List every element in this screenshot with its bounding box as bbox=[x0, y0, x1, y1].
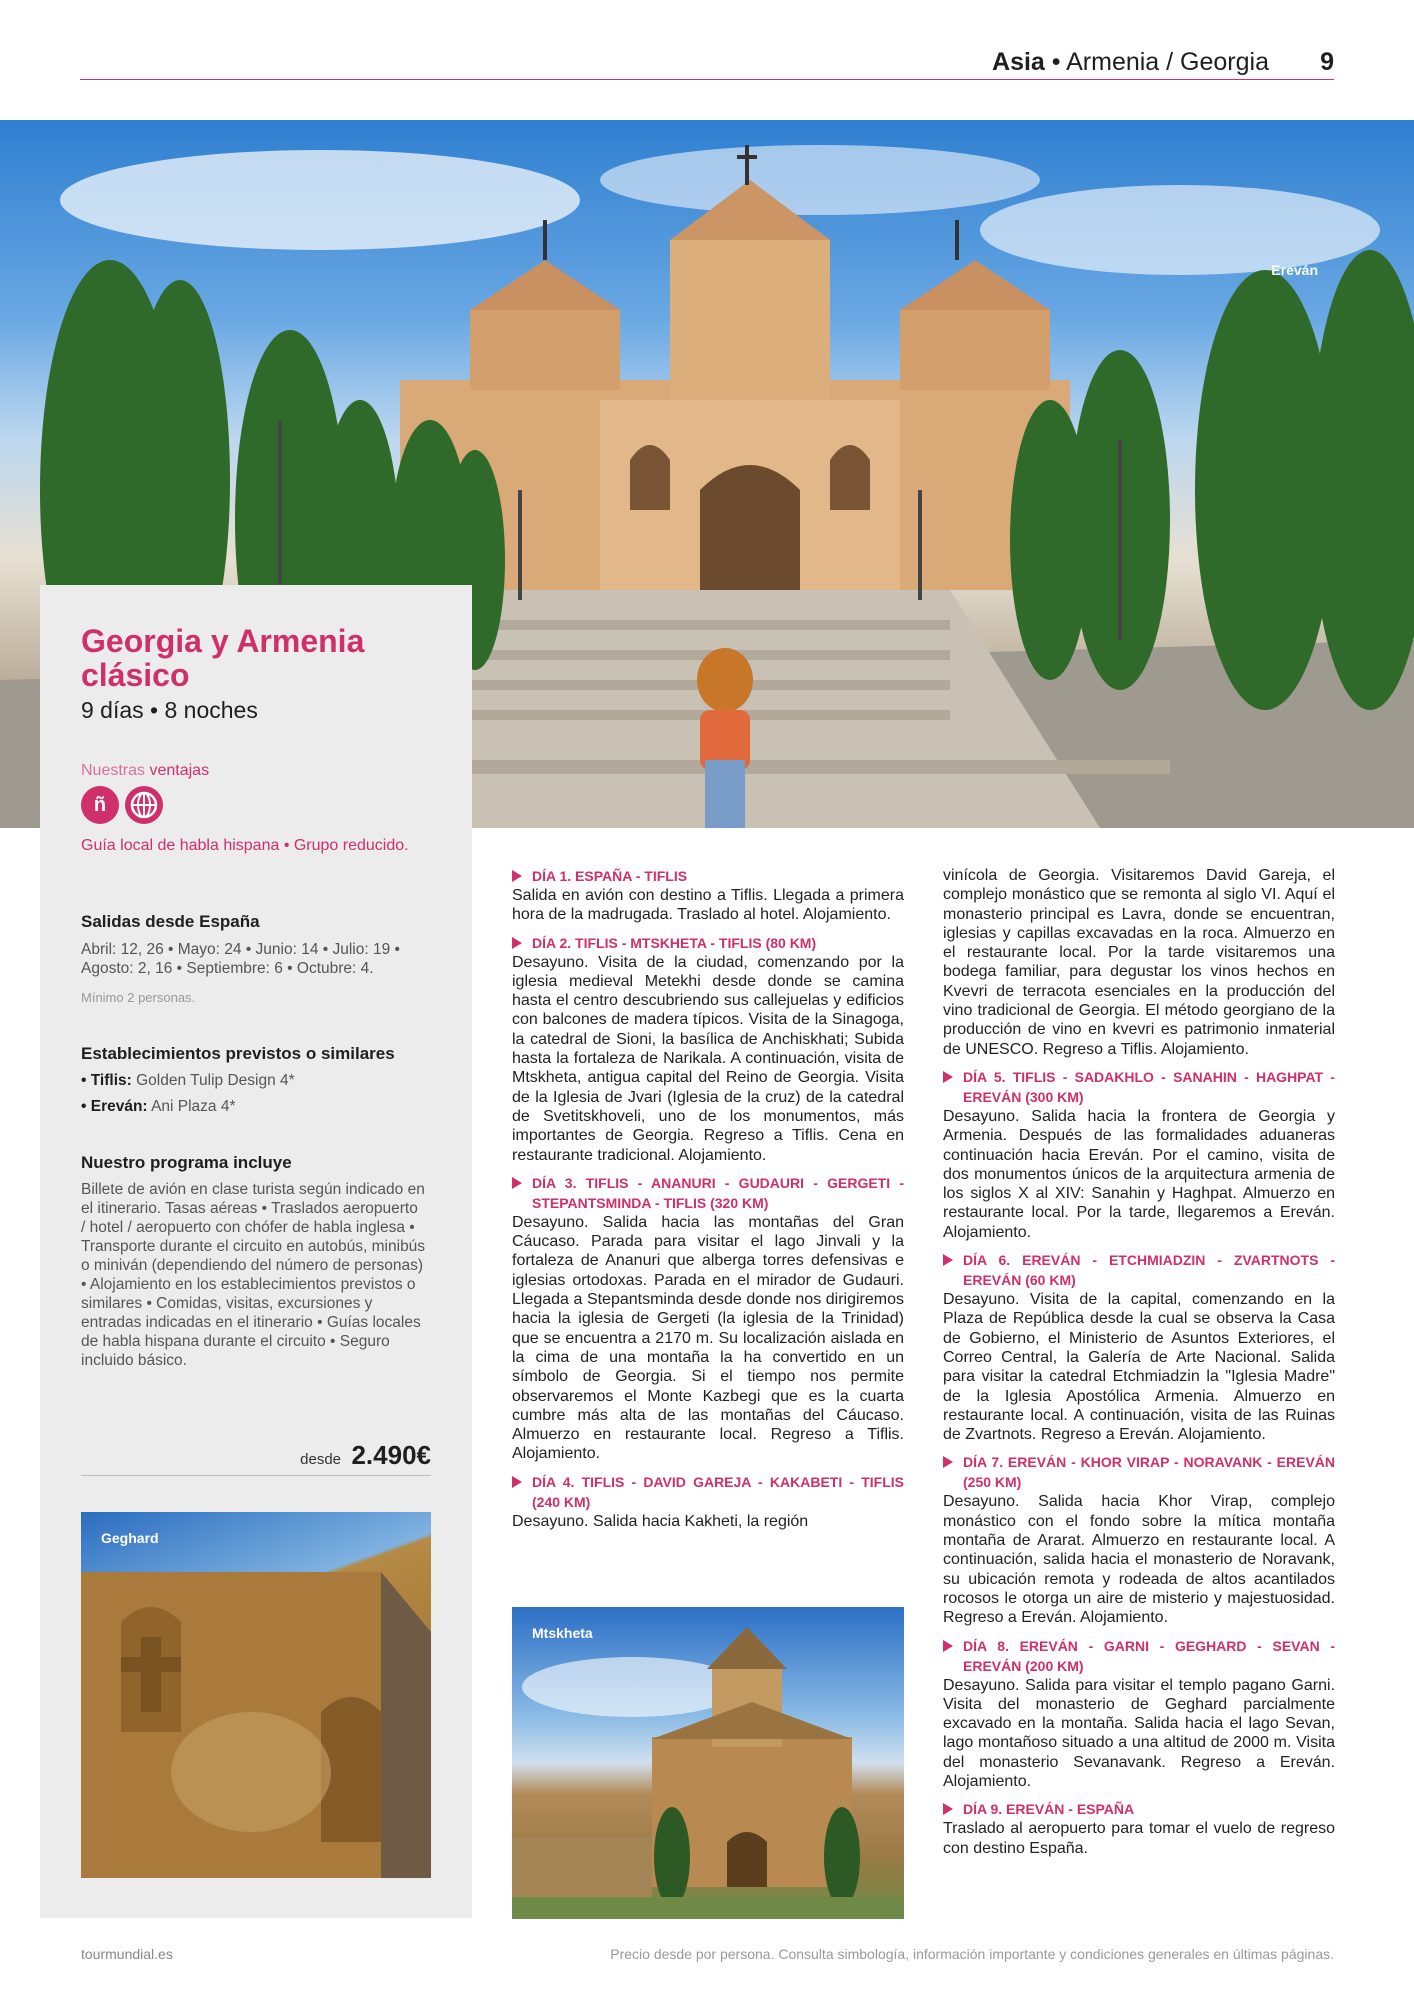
breadcrumb-separator: • bbox=[1051, 48, 1061, 76]
day-6-title: DÍA 6. EREVÁN - ETCHMIADZIN - ZVARTNOTS - EREVÁN (60 KM) bbox=[943, 1250, 1335, 1290]
photo-mtskheta bbox=[512, 1607, 904, 1919]
day-5-text: Desayuno. Salida hacia la frontera de Georgia y Armenia. Después de las formalidades aduaneras continuación hacia Ereván. Por el camino, visita de dos monumentos únicos de la arquitectura armenia de los siglos X al XIV: Sanahin y Haghpat. Almuerzo en restaurante local. Por la tarde, llegaremos a Ereván. Alojamiento. bbox=[943, 1107, 1335, 1241]
breadcrumb bbox=[992, 48, 1269, 77]
advantages-heading bbox=[81, 762, 209, 780]
day-8-title: DÍA 8. EREVÁN - GARNI - GEGHARD - SEVAN - EREVÁN (200 KM) bbox=[943, 1636, 1335, 1676]
day-6-text: Desayuno. Visita de la capital, comenzando en la Plaza de República desde la cual se observa la Casa de Gobierno, el Ministerio de Asuntos Exteriores, el Correo Central, la Galería de Arte Nacional. Salida para visitar la catedral Etchmiadzin la "Iglesia Madre" de la Iglesia Apostólica Armenia. Almuerzo en restaurante local. A continuación, visita de las Ruinas de Zvartnots. Regreso a Ereván. Alojamiento. bbox=[943, 1291, 1335, 1444]
program-text: Billete de avión en clase turista según indicado en el itinerario. Tasas aéreas • Traslados aeropuerto / hotel / aeropuerto con chófer de habla inglesa • Transporte durante el circuito en autobús, minibús o miniván (dependiendo del número de personas) • Alojamiento en los establecimientos previstos o similares • Comidas, visitas, excursiones y entradas indicadas en el itinerario • Guías locales de habla hispana durante el circuito • Seguro incluido básico. bbox=[81, 1181, 426, 1369]
hotel-name: Golden Tulip Design 4* bbox=[136, 1072, 295, 1089]
hotel-item-erevan bbox=[81, 1097, 426, 1116]
advantages-text: Guía local de habla hispana • Grupo reducido. bbox=[81, 837, 409, 854]
itinerary-column-2 bbox=[943, 866, 1335, 1866]
hotel-item-tiflis bbox=[81, 1071, 426, 1090]
advantages-heading-word: ventajas bbox=[149, 762, 210, 779]
day-4-text-continued: vinícola de Georgia. Visitaremos David Gareja, el complejo monástico que se remonta al siglo VI. Aquí el monasterio principal es Lavra, donde se encuentran, iglesias y capillas excavadas en la roca. Almuerzo en el restaurante local. Por la tarde visitaremos una bodega familiar, para degustar los vinos hechos en Kvevri de terracota esenciales en la producción del vino tradicional de Georgia. El método georgiano de la producción de vino en kvevri es patrimonio inmaterial de UNESCO. Regreso a Tiflis. Alojamiento. bbox=[943, 867, 1335, 1058]
day-1-text: Salida en avión con destino a Tiflis. Llegada a primera hora de la madrugada. Traslado al hotel. Alojamiento. bbox=[512, 887, 904, 924]
footer-disclaimer: Precio desde por persona. Consulta simbología, información importante y condiciones generales en últimas páginas. bbox=[610, 1946, 1334, 1962]
hotels-title: Establecimientos previstos o similares bbox=[81, 1044, 395, 1063]
day-7-title: DÍA 7. EREVÁN - KHOR VIRAP - NORAVANK - EREVÁN (250 KM) bbox=[943, 1452, 1335, 1492]
hero-photo-caption: Ereván bbox=[1271, 262, 1318, 278]
day-9-title: DÍA 9. EREVÁN - ESPAÑA bbox=[943, 1799, 1335, 1819]
departures-note: Mínimo 2 personas. bbox=[81, 990, 196, 1005]
photo-caption-mtskheta: Mtskheta bbox=[532, 1625, 593, 1641]
trip-title: Georgia y Armenia clásico bbox=[81, 623, 365, 693]
footer-website: tourmundial.es bbox=[81, 1946, 173, 1962]
price-amount: 2.490€ bbox=[351, 1440, 431, 1470]
advantage-icons bbox=[81, 786, 163, 824]
spanish-guide-icon: ñ bbox=[81, 786, 119, 824]
hotel-city: • Tiflis: bbox=[81, 1072, 132, 1089]
price-prefix: desde bbox=[300, 1451, 342, 1468]
day-7-text: Desayuno. Salida hacia Khor Virap, complejo monástico con el fondo sobre la mítica montaña montaña de Ararat. Almuerzo en restaurante local. A continuación, salida hacia el monasterio de Noravank, su ubicación remota y rodeada de altos acantilados rocosos le otorga un aire de misterio y majestuosidad. Regreso a Ereván. Alojamiento. bbox=[943, 1493, 1335, 1627]
geghard-illustration bbox=[81, 1512, 431, 1878]
price-row bbox=[81, 1440, 431, 1476]
advantages-heading-prefix: Nuestras bbox=[81, 762, 146, 779]
departures-text: Abril: 12, 26 • Mayo: 24 • Junio: 14 • Julio: 19 • Agosto: 2, 16 • Septiembre: 6 • Octubre: 4. bbox=[81, 941, 400, 977]
departures-title: Salidas desde España bbox=[81, 912, 260, 931]
hotel-name: Ani Plaza 4* bbox=[151, 1098, 236, 1115]
breadcrumb-countries: Armenia / Georgia bbox=[1066, 48, 1269, 76]
globe-icon bbox=[129, 790, 159, 820]
day-5-title: DÍA 5. TIFLIS - SADAKHLO - SANAHIN - HAGHPAT - EREVÁN (300 KM) bbox=[943, 1067, 1335, 1107]
trip-duration: 9 días • 8 noches bbox=[81, 697, 258, 723]
day-3-text: Desayuno. Salida hacia las montañas del Gran Cáucaso. Parada para visitar el lago Jinvali y la fortaleza de Ananuri que alberga torres defensivas e iglesias ortodoxas. Parada en el mirador de Gudauri. Llegada a Stepantsminda desde donde nos dirigiremos hacia la iglesia de Gergeti (la iglesia de la Trinidad) que se encuentra a 2170 m. Su localización aislada en la cima de una montaña la ha convertido en un símbolo de Georgia. Si el tiempo nos permite observaremos el Monte Kazbegi que es la cuarta cumbre más alta de las montañas del Cáucaso. Almuerzo en restaurante local. Regreso a Tiflis. Alojamiento. bbox=[512, 1213, 904, 1463]
program-title: Nuestro programa incluye bbox=[81, 1153, 292, 1172]
day-2-title: DÍA 2. TIFLIS - MTSKHETA - TIFLIS (80 KM) bbox=[512, 933, 904, 953]
day-4-text-start: Desayuno. Salida hacia Kakheti, la región bbox=[512, 1512, 809, 1530]
day-1-title: DÍA 1. ESPAÑA - TIFLIS bbox=[512, 866, 904, 886]
photo-geghard bbox=[81, 1512, 431, 1878]
hotel-city: • Ereván: bbox=[81, 1098, 148, 1115]
day-8-text: Desayuno. Salida para visitar el templo pagano Garni. Visita del monasterio de Geghard parcialmente excavado en la montaña. Salida hacia el lago Sevan, lago montañoso situado a una altitud de 2000 m. Visita del monasterio Sevanavank. Regreso a Ereván. Alojamiento. bbox=[943, 1676, 1335, 1790]
page-number: 9 bbox=[1320, 48, 1334, 76]
page-header bbox=[80, 44, 1334, 80]
day-9-text: Traslado al aeropuerto para tomar el vuelo de regreso con destino España. bbox=[943, 1820, 1335, 1857]
itinerary-column-1 bbox=[512, 866, 904, 1539]
mtskheta-illustration bbox=[512, 1607, 904, 1919]
small-group-icon bbox=[125, 786, 163, 824]
day-3-title: DÍA 3. TIFLIS - ANANURI - GUDAURI - GERGETI - STEPANTSMINDA - TIFLIS (320 KM) bbox=[512, 1173, 904, 1213]
photo-caption-geghard: Geghard bbox=[101, 1530, 159, 1546]
day-2-text: Desayuno. Visita de la ciudad, comenzando por la iglesia medieval Metekhi desde donde se camina hasta el centro descubriendo sus callejuelas y edificios con balcones de madera típicos. Visita de la Sinagoga, la catedral de Sioni, la basílica de Anchiskhati; Subida hasta la fortaleza de Narikala. A continuación, visita de Mtskheta, antigua capital del Reino de Georgia. Visita de la Iglesia de Jvari (Iglesia de la cruz) de la catedral de Svetitskhoveli, uno de los monumentos, más importantes de Georgia. Regreso a Tiflis. Cena en restaurante tradicional. Alojamiento. bbox=[512, 953, 904, 1164]
breadcrumb-region: Asia bbox=[992, 48, 1045, 76]
day-4-title: DÍA 4. TIFLIS - DAVID GAREJA - KAKABETI - TIFLIS (240 KM) bbox=[512, 1472, 904, 1512]
